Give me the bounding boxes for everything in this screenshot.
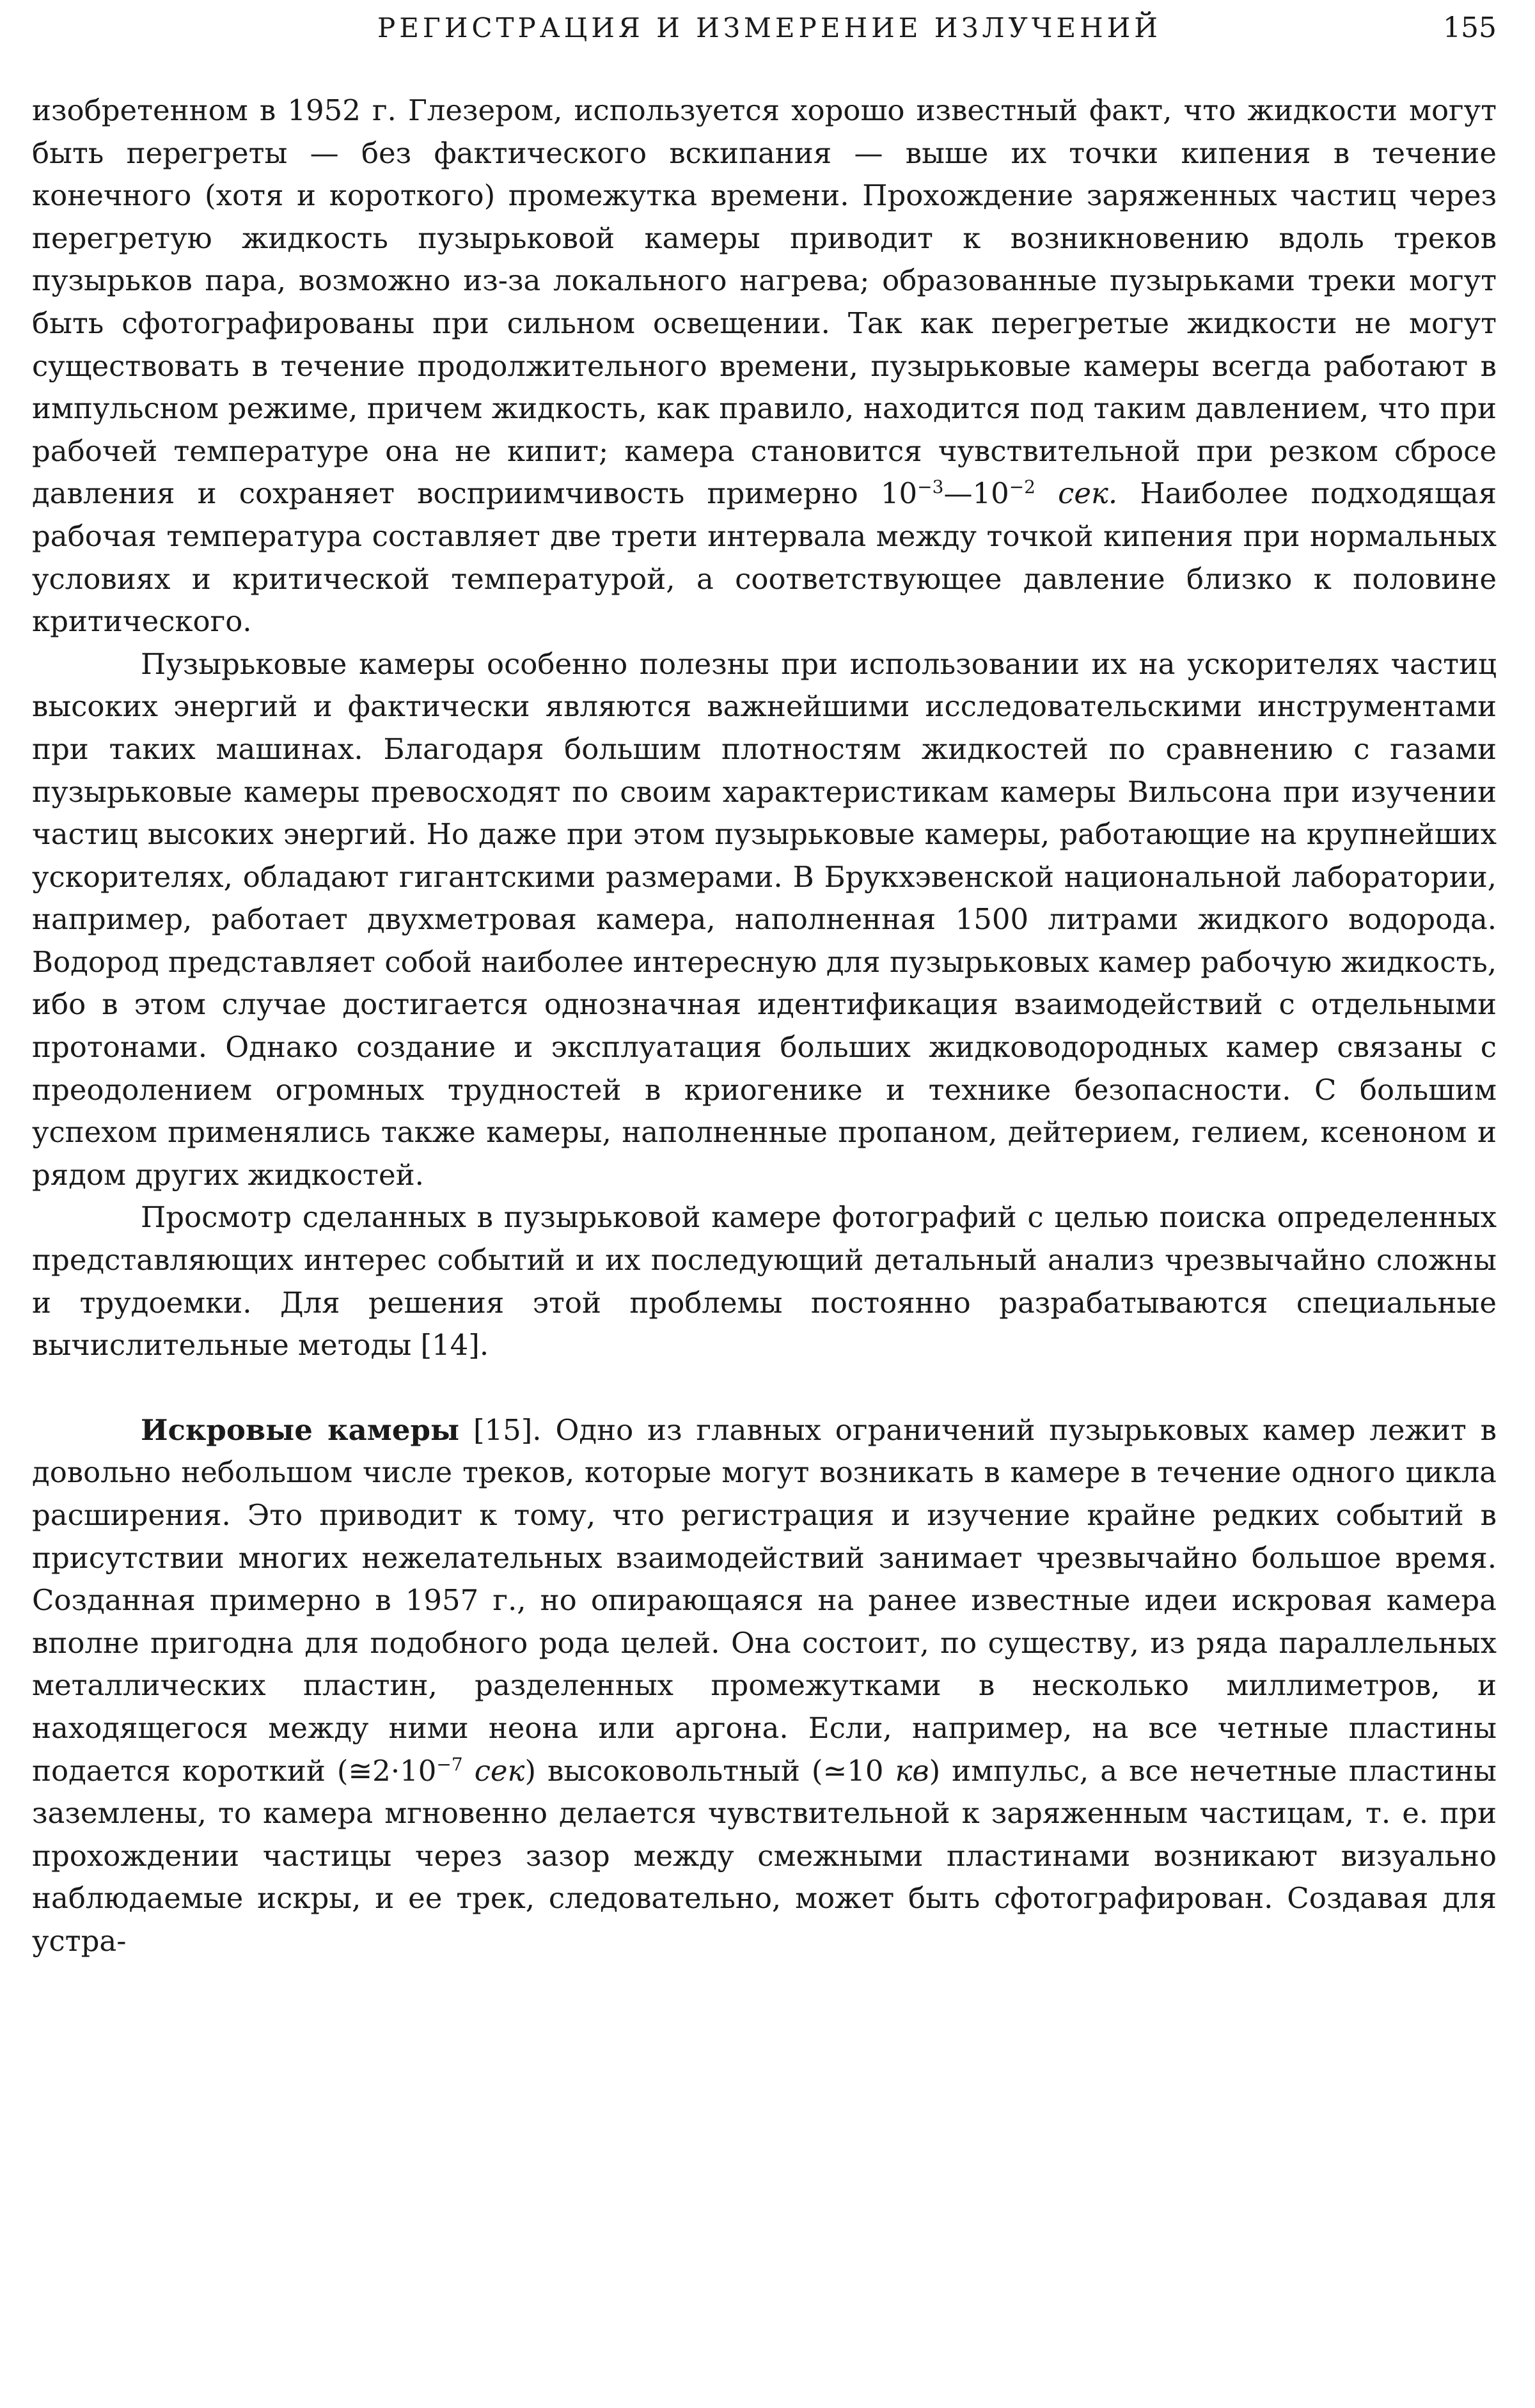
paragraph-text: Пузырьковые камеры особенно полезны при использовании их на ускорителях частиц высоких энергий и фактически являются важнейшими исследовательскими инструментами при таких машинах. Благодаря большим плотностям жидкостей по сравнению с газами пузырьковые камеры превосходят по своим характеристикам камеры Вильсона при изучении частиц высоких энергий. Но даже при этом пузырьковые камеры, работающие на крупнейших ускорителях, обладают гигантскими размерами. В Брукхэвенской национальной лаборатории, например, работает двухметровая камера, наполненная 1500 литрами жидкого водорода. Водород представляет собой наиболее интересную для пузырьковых камер рабочую жидкость, ибо в этом случае достигается однозначная идентификация взаимодействий с отдельными протонами. Однако создание и эксплуатация больших жидководородных камер связаны с преодолением огромных трудностей в криогенике и технике безопасности. С большим успехом применялись также камеры, наполненные пропаном, дейтерием, гелием, ксеноном и рядом других жидкостей. xyxy=(32,646,1497,1192)
unit-label: сек xyxy=(474,1753,525,1788)
section-heading: Искровые камеры xyxy=(141,1412,460,1447)
paragraph-photo-analysis xyxy=(32,1196,1497,1366)
paragraph-text: ) импульс, а все нечетные пластины заземлены, то камера мгновенно делается чувствительной к заряженным частицам, т. е. при прохождении частицы через зазор между смежными пластинами возникают визуально наблюдаемые искры, и ее трек, следовательно, может быть сфотографирован. Создавая для устра- xyxy=(32,1753,1497,1958)
paragraph-spark-chambers xyxy=(32,1409,1497,1963)
paragraph-text: Наиболее подходящая рабочая температура составляет две трети интервала между точкой кипения при нормальных условиях и критической температурой, а соответствующее давление близко к половине критического. xyxy=(32,476,1497,639)
exponent: −3 xyxy=(917,476,944,498)
page-number: 155 xyxy=(1443,12,1497,44)
paragraph-text: Просмотр сделанных в пузырьковой камере фотографий с целью поиска определенных представляющих интерес событий и их последующий детальный анализ чрезвычайно сложны и трудоемки. Для решения этой проблемы постоянно разрабатываются специальные вычислительные методы [14]. xyxy=(32,1200,1497,1363)
paragraph-bubble-chamber-principle xyxy=(32,90,1497,643)
paragraph-text: [15]. Одно из главных ограничений пузырьковых камер лежит в довольно небольшом числе треков, которые могут возникать в камере в течение одного цикла расширения. Это приводит к тому, что регистрация и изучение крайне редких событий в присутствии многих нежелательных взаимодействий занимает чрезвычайно большое время. Созданная примерно в 1957 г., но опирающаяся на ранее известные идеи искровая камера вполне пригодна для подобного рода целей. Она состоит, по существу, из ряда параллельных металлических пластин, разделенных промежутками в несколько миллиметров, и находящегося между ними неона или аргона. Если, например, на все четные пластины подается короткий (≅2·10 xyxy=(32,1412,1497,1788)
paragraph-bubble-chamber-accelerators xyxy=(32,643,1497,1197)
book-page xyxy=(32,0,1497,2408)
unit-label: кв xyxy=(895,1753,929,1788)
running-head xyxy=(32,9,1497,47)
running-title: РЕГИСТРАЦИЯ И ИЗМЕРЕНИЕ ИЗЛУЧЕНИЙ xyxy=(377,12,1161,43)
body-text xyxy=(32,90,1497,1963)
paragraph-text: изобретенном в 1952 г. Глезером, используется хорошо известный факт, что жидкости могут быть перегреты — без фактического вскипания — выше их точки кипения в течение конечного (хотя и короткого) промежутка времени. Прохождение заряженных частиц через перегретую жидкость пузырьковой камеры приводит к возникновению вдоль треков пузырьков пара, возможно из-за локального нагрева; образованные пузырьками треки могут быть сфотографированы при сильном освещении. Так как перегретые жидкости не могут существовать в течение продолжительного времени, пузырьковые камеры всегда работают в импульсном режиме, причем жидкость, как правило, находится под таким давлением, что при рабочей температуре она не кипит; камера становится чувствительной при резком сбросе давления и сохраняет восприимчивость примерно 10 xyxy=(32,93,1497,511)
exponent: −7 xyxy=(436,1753,463,1775)
exponent: −2 xyxy=(1009,476,1035,498)
paragraph-text: —10 xyxy=(943,476,1009,511)
unit-label: сек. xyxy=(1058,476,1118,511)
paragraph-text: ) высоковольтный (≃10 xyxy=(524,1753,895,1788)
